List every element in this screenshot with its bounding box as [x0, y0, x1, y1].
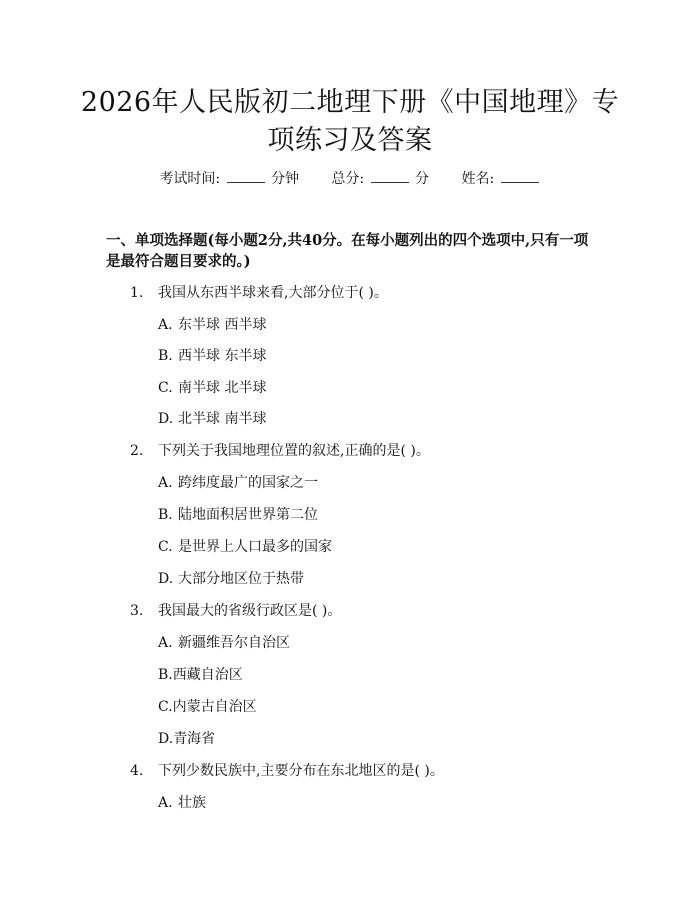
exam-time-label: 考试时间:: [159, 171, 221, 187]
title-line-1: 2026年人民版初二地理下册《中国地理》专: [80, 87, 620, 118]
option-text: 跨纬度最广的国家之一: [178, 475, 318, 491]
option-key: B.: [158, 348, 173, 364]
question-number: 4.: [130, 763, 144, 779]
option[interactable]: [158, 345, 266, 365]
exam-time-unit: 分钟: [270, 171, 299, 187]
option-text: 西半球 东半球: [178, 348, 267, 364]
option-key: A.: [158, 635, 173, 651]
option-text: 青海省: [173, 731, 216, 747]
student-name-blank[interactable]: [501, 181, 539, 183]
question: [130, 282, 388, 302]
student-name: [461, 171, 540, 187]
question: [130, 600, 341, 620]
option-key: C.: [158, 699, 173, 715]
option[interactable]: [158, 377, 266, 397]
option-text: 内蒙古自治区: [172, 699, 257, 715]
question: [130, 760, 444, 780]
option[interactable]: [158, 696, 257, 716]
question-number: 3.: [130, 603, 144, 619]
question: [130, 440, 430, 460]
total-score: [331, 171, 433, 187]
student-name-label: 姓名:: [461, 171, 495, 187]
section-heading-line-2: 是最符合题目要求的。): [106, 253, 251, 270]
section-heading-line-1: 一、单项选择题(每小题2分,共40分。在每小题列出的四个选项中,只有一项: [106, 232, 589, 249]
exam-time-blank[interactable]: [227, 181, 265, 183]
question-text: 我国最大的省级行政区是( )。: [158, 603, 342, 619]
option-text: 西藏自治区: [172, 667, 243, 683]
option[interactable]: [158, 536, 332, 556]
option-text: 是世界上人口最多的国家: [178, 539, 332, 555]
exam-time: [159, 171, 303, 187]
option-key: C.: [158, 380, 173, 396]
option-key: A.: [158, 795, 173, 811]
option[interactable]: [158, 472, 318, 492]
option-key: A.: [158, 475, 173, 491]
option-text: 南半球 北半球: [178, 380, 267, 396]
question-number: 2.: [130, 443, 144, 459]
option-text: 壮族: [178, 795, 206, 811]
option[interactable]: [158, 314, 266, 334]
option-text: 陆地面积居世界第二位: [178, 507, 318, 523]
option[interactable]: [158, 504, 318, 524]
option-text: 北半球 南半球: [178, 411, 267, 427]
question-text: 下列关于我国地理位置的叙述,正确的是( )。: [158, 443, 430, 459]
option-key: B.: [158, 507, 173, 523]
option-key: B.: [158, 667, 173, 683]
option[interactable]: [158, 664, 243, 684]
option-key: A.: [158, 317, 173, 333]
option-text: 大部分地区位于热带: [178, 571, 304, 587]
option[interactable]: [158, 632, 290, 652]
question-text: 下列少数民族中,主要分布在东北地区的是( )。: [158, 763, 444, 779]
question-number: 1.: [130, 285, 144, 301]
option-text: 东半球 西半球: [178, 317, 267, 333]
total-score-unit: 分: [415, 171, 430, 187]
option-text: 新疆维吾尔自治区: [178, 635, 290, 651]
option[interactable]: [158, 408, 266, 428]
option-key: D.: [158, 731, 174, 747]
option-key: D.: [158, 571, 174, 587]
question-text: 我国从东西半球来看,大部分位于( )。: [158, 285, 388, 301]
total-score-blank[interactable]: [371, 181, 409, 183]
section-heading: [106, 230, 601, 272]
page-title: [60, 84, 640, 160]
title-line-2: 项练习及答案: [267, 125, 433, 156]
option[interactable]: [158, 568, 304, 588]
exam-info: [0, 168, 700, 188]
option[interactable]: [158, 792, 206, 812]
option-key: D.: [158, 411, 174, 427]
option-key: C.: [158, 539, 173, 555]
option[interactable]: [158, 728, 215, 748]
total-score-label: 总分:: [331, 171, 365, 187]
